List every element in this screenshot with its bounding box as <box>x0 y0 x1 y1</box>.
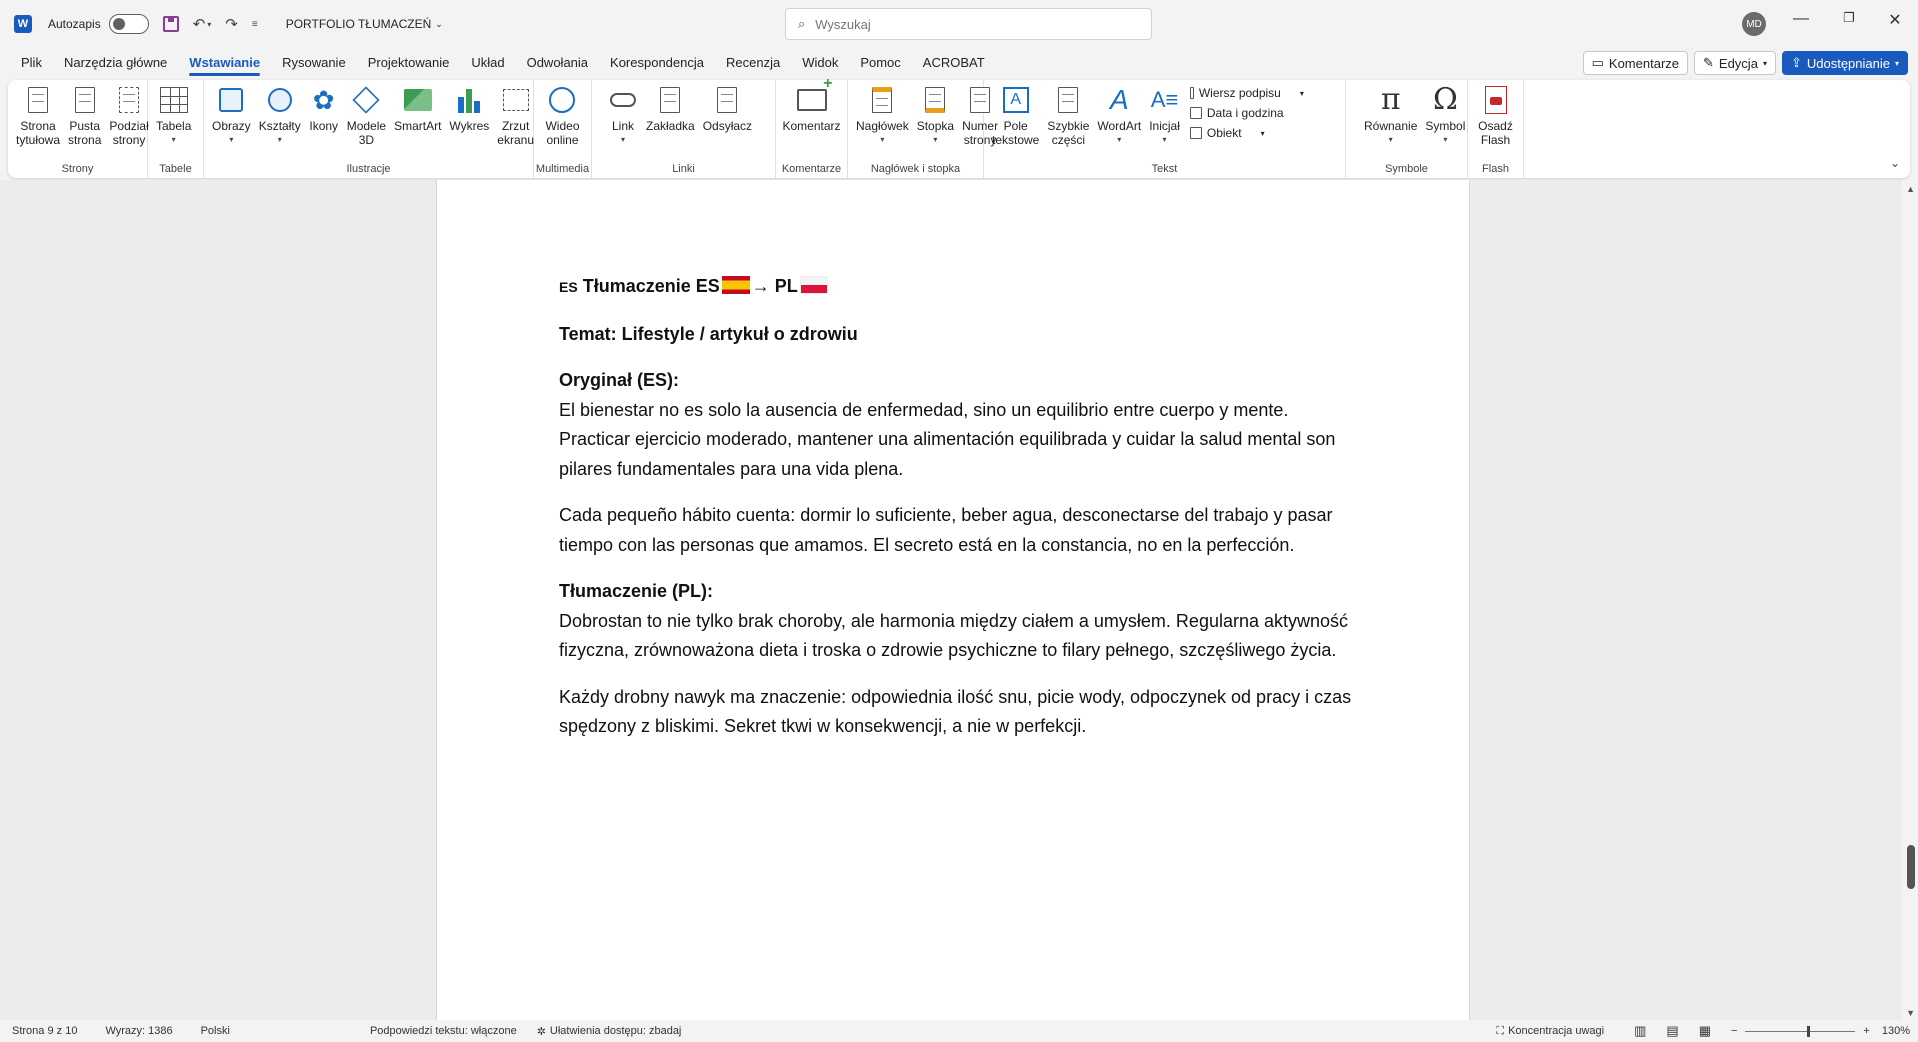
blank-page-label-2: strona <box>68 133 102 147</box>
chevron-down-icon: ▾ <box>229 135 234 144</box>
cube-icon <box>351 84 381 116</box>
save-icon[interactable] <box>163 16 179 32</box>
tab-plik[interactable]: Plik <box>21 55 42 70</box>
shapes-label: Kształty <box>258 119 301 133</box>
web-layout-icon[interactable]: ▦ <box>1698 1023 1711 1038</box>
restore-icon[interactable]: ❐ <box>1843 10 1855 25</box>
text-box-button[interactable] <box>988 84 1043 147</box>
header-icon <box>867 84 897 116</box>
bookmark-icon <box>655 84 685 116</box>
avatar[interactable]: MD <box>1742 12 1766 36</box>
status-language[interactable]: Polski <box>200 1025 230 1037</box>
editing-mode-label: Edycja <box>1718 55 1758 71</box>
cross-reference-icon <box>712 84 742 116</box>
group-label-symbols: Symbole <box>1385 163 1428 175</box>
page-break-icon <box>114 84 144 116</box>
chevron-down-icon: ⌄ <box>435 18 443 29</box>
footer-button[interactable] <box>913 84 958 147</box>
calendar-icon <box>1190 107 1202 119</box>
chevron-down-icon: ▾ <box>1443 135 1448 144</box>
object-button[interactable] <box>1190 126 1304 140</box>
undo-icon[interactable]: ↶ <box>192 16 206 33</box>
focus-mode-button[interactable]: Koncentracja uwagi <box>1508 1025 1605 1037</box>
globe-icon <box>547 84 577 116</box>
drop-cap-label: Inicjał <box>1149 119 1180 133</box>
share-button-label: Udostępnianie <box>1806 55 1890 71</box>
header-actions <box>1583 51 1908 75</box>
cover-page-button[interactable] <box>12 84 64 147</box>
translation-heading: Tłumaczenie (PL): <box>559 581 714 601</box>
word-logo-icon: W <box>14 15 32 33</box>
zoom-level[interactable]: 130% <box>1881 1025 1910 1037</box>
group-label-tables: Tabele <box>159 163 192 175</box>
header-label: Nagłówek <box>856 119 909 133</box>
customize-quick-access-icon[interactable]: ≡ <box>251 18 258 30</box>
table-button[interactable] <box>152 84 195 147</box>
icons-button[interactable] <box>305 84 343 133</box>
translation-paragraph-2: Każdy drobny nawyk ma znaczenie: odpowiednia ilość snu, picie wody, odpoczynek od pracy i czas spędzony z bliskimi. Sekret tkwi w konsekwencji, a nie w perfekcji. <box>559 686 1352 736</box>
embed-flash-button[interactable] <box>1474 84 1517 147</box>
date-time-button[interactable] <box>1190 106 1304 120</box>
group-text <box>984 80 1346 178</box>
group-comments <box>776 80 848 178</box>
blank-page-label: Pusta <box>69 119 101 133</box>
pictures-button[interactable] <box>208 84 255 147</box>
chevron-down-icon: ▾ <box>1762 58 1767 68</box>
cover-page-label: Strona <box>20 119 56 133</box>
pencil-icon: ✎ <box>1703 55 1714 70</box>
document-page[interactable] <box>436 180 1470 1020</box>
drop-cap-button[interactable] <box>1145 84 1184 147</box>
text-small-commands <box>1184 84 1304 140</box>
translation-paragraph-1: Dobrostan to nie tylko brak choroby, ale harmonia między ciałem a umysłem. Regularna aktywność fizyczna, zrównoważona dieta i troska o zdrowie psychiczne to filary pełnego, szczęśliwego życia. <box>559 610 1349 660</box>
camera-icon <box>501 84 531 116</box>
blank-page-icon <box>70 84 100 116</box>
page-number-label-2: strony <box>963 133 997 147</box>
group-label-comments: Komentarze <box>781 163 842 175</box>
chevron-down-icon: ▾ <box>1388 135 1393 144</box>
print-layout-icon[interactable]: ▤ <box>1666 1023 1679 1038</box>
new-comment-icon <box>797 84 827 116</box>
symbol-label: Symbol <box>1425 119 1466 133</box>
cross-reference-label: Odsyłacz <box>702 119 753 133</box>
group-tables <box>148 80 204 178</box>
quick-parts-label-2: części <box>1051 133 1086 147</box>
tab-insert[interactable]: Wstawianie <box>178 48 271 78</box>
chevron-down-icon: ▾ <box>880 135 885 144</box>
status-words[interactable]: Wyrazy: 1386 <box>105 1025 173 1037</box>
accessibility-icon: ✲ <box>536 1025 546 1038</box>
online-video-label-2: online <box>546 133 579 147</box>
search-input[interactable] <box>815 17 1115 32</box>
undo-dropdown-icon[interactable]: ▾ <box>207 19 212 29</box>
3d-models-label-2: 3D <box>358 133 375 147</box>
tab-review[interactable]: Recenzja <box>726 55 781 70</box>
original-heading: Oryginał (ES): <box>559 370 680 390</box>
tab-references[interactable]: Odwołania <box>526 55 589 70</box>
link-label: Link <box>611 119 634 133</box>
chevron-down-icon: ▾ <box>1299 88 1304 98</box>
comment-icon: ▭ <box>1591 55 1604 70</box>
embed-flash-label-2: Flash <box>1480 133 1511 147</box>
group-label-illustrations: Ilustracje <box>346 163 391 175</box>
online-video-label: Wideo <box>545 119 580 133</box>
wordart-button[interactable] <box>1093 84 1145 147</box>
doc-title-prefix: ES <box>559 279 578 295</box>
focus-icon: ⛶ <box>1496 1024 1505 1037</box>
3d-models-button[interactable] <box>343 84 390 147</box>
smartart-icon <box>403 84 433 116</box>
chevron-down-icon: ▾ <box>171 135 176 144</box>
blank-page-button[interactable] <box>64 84 105 147</box>
header-button[interactable] <box>852 84 913 147</box>
text-box-label: Pole <box>1003 119 1028 133</box>
tab-mailings[interactable]: Korespondencja <box>610 55 704 70</box>
pi-icon: π <box>1380 82 1401 117</box>
group-media <box>534 80 592 178</box>
footer-icon <box>920 84 950 116</box>
page-break-label: Podział <box>109 119 149 133</box>
chevron-down-icon: ▾ <box>1162 135 1167 144</box>
cross-reference-button[interactable] <box>699 84 756 133</box>
zoom-in-icon[interactable]: + <box>1863 1025 1870 1037</box>
status-predictions[interactable]: Podpowiedzi tekstu: włączone <box>369 1025 517 1037</box>
omega-icon: Ω <box>1432 82 1458 117</box>
editing-mode-button[interactable] <box>1694 51 1776 75</box>
online-video-button[interactable] <box>541 84 583 147</box>
read-mode-icon[interactable]: ▥ <box>1634 1023 1647 1038</box>
smartart-label: SmartArt <box>394 119 442 133</box>
chevron-down-icon: ▾ <box>1117 135 1122 144</box>
tab-draw[interactable]: Rysowanie <box>282 55 346 70</box>
chevron-down-icon: ▾ <box>620 135 625 144</box>
group-label-header-footer: Nagłówek i stopka <box>870 163 961 175</box>
translation-section <box>559 577 1359 666</box>
original-paragraph-1: El bienestar no es solo la ausencia de enfermedad, sino un equilibrio entre cuerpo y mente. Practicar ejercicio moderado, mantener una alimentación equilibrada y cuidar la salud mental son pilares fundamentales para una vida plena. <box>559 399 1336 479</box>
document-title[interactable] <box>286 17 443 31</box>
chevron-down-icon: ▾ <box>933 135 938 144</box>
date-time-label: Data i godzina <box>1206 106 1284 120</box>
group-links <box>592 80 776 178</box>
drop-cap-icon: A≡ <box>1150 87 1179 112</box>
tab-acrobat[interactable]: ACROBAT <box>922 55 985 70</box>
doc-topic: Temat: Lifestyle / artykuł o zdrowiu <box>559 323 858 344</box>
page-break-button[interactable] <box>105 84 152 147</box>
original-paragraph-2: Cada pequeño hábito cuenta: dormir lo suficiente, beber agua, desconectarse del trabajo y pasar tiempo con las personas que amamos. El secreto está en la constancia, no en la perfección. <box>559 505 1333 555</box>
group-label-media: Multimedia <box>535 163 590 175</box>
cover-page-icon <box>23 84 53 116</box>
shapes-icon <box>265 84 295 116</box>
shapes-button[interactable] <box>255 84 305 147</box>
page-number-label: Numer <box>962 119 999 133</box>
scroll-up-icon[interactable]: ▲ <box>1906 184 1915 194</box>
tab-home[interactable]: Narzędzia główne <box>63 55 168 70</box>
tab-design[interactable]: Projektowanie <box>367 55 450 70</box>
screenshot-label: Zrzut <box>501 119 530 133</box>
footer-label: Stopka <box>916 119 955 133</box>
quick-parts-button[interactable] <box>1043 84 1093 147</box>
chart-icon <box>454 84 484 116</box>
zoom-slider-thumb[interactable] <box>1807 1026 1810 1037</box>
chart-button[interactable] <box>445 84 493 133</box>
doc-title-text: Tłumaczenie ES <box>582 276 720 296</box>
page-break-label-2: strony <box>112 133 146 147</box>
smartart-button[interactable] <box>390 84 445 133</box>
original-section <box>559 366 1359 484</box>
poland-flag-icon <box>800 276 828 294</box>
group-label-flash: Flash <box>1482 163 1509 175</box>
group-label-pages: Strony <box>61 163 94 175</box>
text-box-icon: A <box>1001 84 1031 116</box>
pdf-icon <box>1481 84 1511 116</box>
screenshot-button[interactable] <box>493 84 538 147</box>
equation-button[interactable] <box>1360 84 1421 147</box>
search-box[interactable] <box>785 8 1152 40</box>
document-content[interactable] <box>559 272 1359 759</box>
comments-button[interactable] <box>1583 51 1688 75</box>
group-pages <box>8 80 148 178</box>
status-accessibility[interactable]: Ułatwienia dostępu: zbadaj <box>549 1025 682 1037</box>
group-label-links: Linki <box>672 163 695 175</box>
equation-label: Równanie <box>1364 119 1418 133</box>
close-icon[interactable]: ✕ <box>1888 12 1902 29</box>
screenshot-label-2: ekranu <box>497 133 534 147</box>
embed-flash-label: Osadź <box>1478 119 1513 133</box>
table-icon <box>159 84 189 116</box>
share-icon: ⇪ <box>1790 55 1802 70</box>
zoom-slider[interactable] <box>1745 1031 1855 1032</box>
picture-icon <box>216 84 246 116</box>
link-button[interactable] <box>604 84 642 147</box>
search-icon: ⌕ <box>798 16 806 31</box>
icons-label: Ikony <box>309 119 339 133</box>
link-icon <box>608 84 638 116</box>
tab-help[interactable]: Pomoc <box>860 55 901 70</box>
group-label-text: Tekst <box>1151 163 1178 175</box>
autosave-toggle[interactable] <box>109 14 149 34</box>
table-label: Tabela <box>156 119 192 133</box>
pictures-label: Obrazy <box>212 119 251 133</box>
wordart-label: WordArt <box>1097 119 1142 133</box>
redo-icon[interactable]: ↷ <box>225 16 238 33</box>
bookmark-button[interactable] <box>642 84 699 133</box>
object-icon <box>1190 127 1202 139</box>
chevron-down-icon: ▾ <box>277 135 282 144</box>
vertical-scrollbar[interactable] <box>1902 180 1918 1020</box>
signature-line-button[interactable] <box>1190 86 1304 100</box>
chart-label: Wykres <box>449 119 490 133</box>
autosave-label: Autozapis <box>48 17 101 31</box>
scroll-down-icon[interactable]: ▼ <box>1906 1008 1915 1018</box>
ribbon-insert <box>8 80 1910 178</box>
ribbon-collapse-icon[interactable]: ⌄ <box>1889 156 1900 170</box>
new-comment-label: Komentarz <box>782 119 841 133</box>
zoom-out-icon[interactable]: − <box>1730 1025 1738 1037</box>
share-button[interactable] <box>1782 51 1908 75</box>
3d-models-label: Modele <box>346 119 387 133</box>
doc-title-line <box>559 272 1359 303</box>
group-header-footer <box>848 80 999 178</box>
spain-flag-icon <box>722 276 750 294</box>
object-label: Obiekt <box>1206 126 1242 140</box>
status-bar <box>0 1020 1918 1042</box>
signature-line-label: Wiersz podpisu <box>1198 86 1281 100</box>
tab-view[interactable]: Widok <box>802 55 839 70</box>
cover-page-label-2: tytułowa <box>16 133 61 147</box>
status-page[interactable]: Strona 9 z 10 <box>12 1025 78 1037</box>
wordart-icon: A <box>1109 84 1129 115</box>
chevron-down-icon: ▾ <box>1894 58 1899 68</box>
bookmark-label: Zakładka <box>646 119 695 133</box>
document-area[interactable] <box>0 180 1918 1020</box>
signature-icon <box>1190 87 1194 99</box>
text-box-label-2: tekstowe <box>992 133 1040 147</box>
tab-layout[interactable]: Układ <box>471 55 505 70</box>
minimize-icon[interactable]: — <box>1793 10 1809 27</box>
document-title-text: PORTFOLIO TŁUMACZEŃ <box>285 17 432 31</box>
group-illustrations <box>204 80 534 178</box>
scrollbar-thumb[interactable] <box>1907 845 1915 889</box>
group-flash <box>1468 80 1524 178</box>
doc-title-arrow: → PL <box>751 276 798 296</box>
chevron-down-icon: ▾ <box>1260 128 1265 138</box>
group-symbols <box>1346 80 1468 178</box>
quick-parts-icon <box>1053 84 1083 116</box>
quick-parts-label: Szybkie <box>1047 119 1090 133</box>
new-comment-button[interactable] <box>778 84 844 133</box>
symbol-button[interactable] <box>1421 84 1469 147</box>
icons-icon: ✿ <box>312 85 335 115</box>
comments-button-label: Komentarze <box>1608 55 1679 71</box>
